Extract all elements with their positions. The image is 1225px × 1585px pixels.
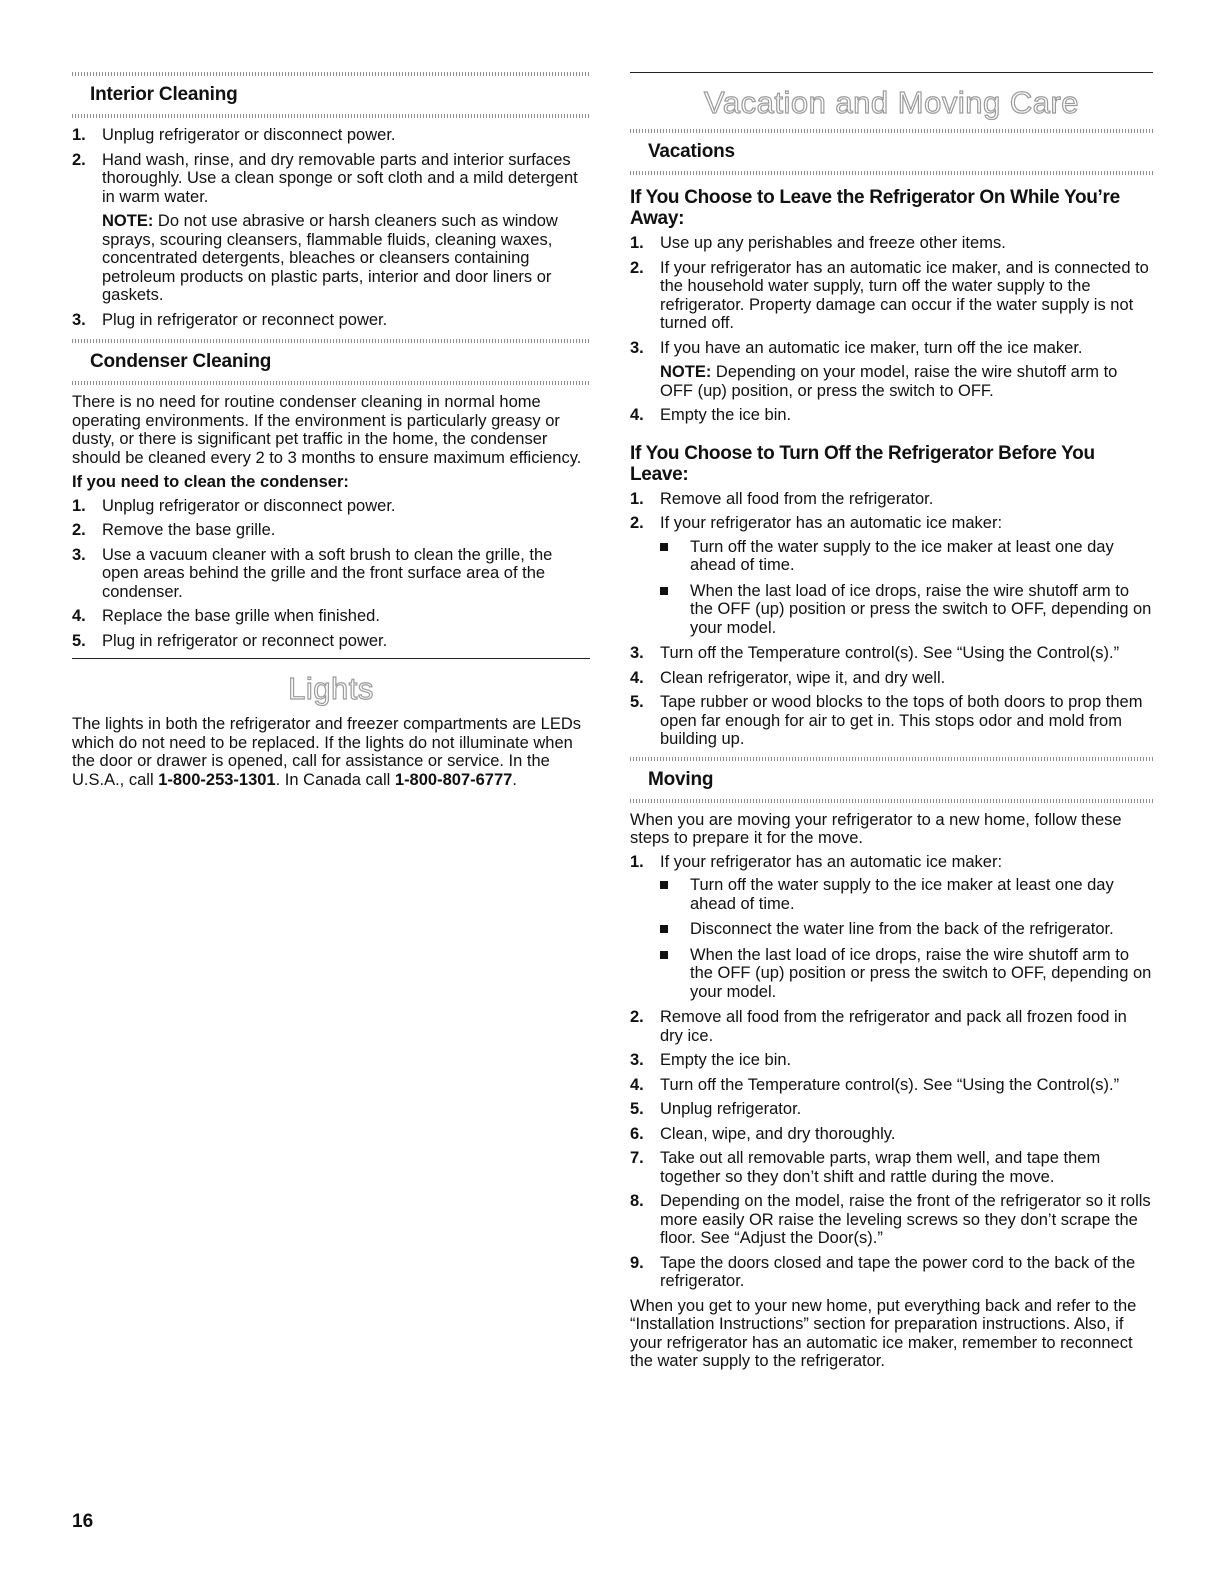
vacation-moving-title: Vacation and Moving Care [703, 85, 1080, 120]
moving-steps [630, 853, 1153, 1291]
turn-off-heading: If You Choose to Turn Off the Refrigerator Before You Leave: [630, 442, 1095, 485]
list-item: 1. If your refrigerator has an automatic ice maker: Turn off the water supply to the ice maker at least one day ahead of time. Disconnect the water line from the back of the refrigerator. When the last load of ice drops, raise the wire shutoff arm to the OFF (up) position or press the switch to OFF, depending on your model. [630, 852, 1152, 1001]
interior-note: NOTE: Do not use abrasive or harsh cleaners such as window sprays, scouring cleansers, flammable fluids, cleaning waxes, concentrated detergents, bleaches or cleansers containing petroleum products on plastic parts, interior and door liners or gaskets. [102, 212, 558, 304]
list-item: 7. Take out all removable parts, wrap them well, and tape them together so they don’t shift and rattle during the move. [630, 1149, 1101, 1186]
interior-cleaning-steps [72, 126, 590, 329]
bullet-item: Turn off the water supply to the ice maker at least one day ahead of time. [660, 538, 1153, 575]
list-item: 3. If you have an automatic ice maker, turn off the ice maker. NOTE: Depending on your model, raise the wire shutoff arm to OFF (up) position, or press the switch to OFF. [630, 339, 1153, 401]
list-item: 2. Remove all food from the refrigerator and pack all frozen food in dry ice. [630, 1008, 1127, 1045]
moving-heading: Moving [630, 757, 1153, 803]
list-item: 1. Remove all food from the refrigerator. [630, 489, 934, 508]
moving-bullets [660, 876, 1153, 1001]
leave-on-heading: If You Choose to Leave the Refrigerator On While You’re Away: [630, 187, 1120, 229]
list-item: 2. If your refrigerator has an automatic ice maker, and is connected to the household water supply, turn off the water supply to the refrigerator. Property damage can occur if the water supply is not turned off. [630, 258, 1149, 332]
bullet-item: When the last load of ice drops, raise the wire shutoff arm to the OFF (up) position or press the switch to OFF, depending on your model. [660, 582, 1153, 638]
right-column [630, 72, 1153, 1371]
lights-title: Lights [288, 671, 374, 706]
list-item: 3. Plug in refrigerator or reconnect power. [72, 310, 388, 329]
list-item: 6. Clean, wipe, and dry thoroughly. [630, 1124, 896, 1143]
moving-intro: When you are moving your refrigerator to a new home, follow these steps to prepare it for the move. [630, 810, 1122, 847]
turn-off-bullets [660, 538, 1153, 638]
left-column [72, 72, 590, 789]
lights-text: The lights in both the refrigerator and freezer compartments are LEDs which do not need to be replaced. If the lights do not illuminate when the door or drawer is opened, call for assistance or service. In the U.S.A., call 1-800-253-1301. In Canada call 1-800-807-6777. [72, 715, 581, 789]
list-item: 1. Unplug refrigerator or disconnect power. [72, 496, 396, 515]
bullet-item: Turn off the water supply to the ice maker at least one day ahead of time. [660, 876, 1153, 913]
condenser-subhead: If you need to clean the condenser: [72, 473, 349, 491]
list-item: 5. Unplug refrigerator. [630, 1100, 802, 1118]
leave-on-note: NOTE: Depending on your model, raise the wire shutoff arm to OFF (up) position, or press the switch to OFF. [660, 363, 1118, 400]
list-item: 5. Plug in refrigerator or reconnect power. [72, 631, 388, 650]
condenser-intro: There is no need for routine condenser cleaning in normal home operating environments. If the environment is particularly greasy or dusty, or there is significant pet traffic in the home, the condenser should be cleaned every 2 to 3 months to ensure maximum efficiency. [72, 393, 582, 467]
list-item: 2. Remove the base grille. [72, 521, 276, 539]
condenser-cleaning-heading: Condenser Cleaning [72, 339, 590, 385]
list-item: 4. Empty the ice bin. [630, 406, 792, 424]
list-item: 4. Replace the base grille when finished. [72, 607, 380, 625]
list-item: 4. Turn off the Temperature control(s). See “Using the Control(s).” [630, 1075, 1120, 1094]
list-item: 3. Turn off the Temperature control(s). See “Using the Control(s).” [630, 644, 1120, 662]
bullet-item: Disconnect the water line from the back of the refrigerator. [660, 920, 1153, 939]
list-item: 2. If your refrigerator has an automatic ice maker: Turn off the water supply to the ice maker at least one day ahead of time. When the last load of ice drops, raise the wire shutoff arm to the OFF (up) position or press the switch to OFF, depending on your model. [630, 514, 1152, 637]
list-item: 9. Tape the doors closed and tape the power cord to the back of the refrigerator. [630, 1253, 1136, 1290]
us-phone-number: 1-800-253-1301 [158, 770, 276, 789]
list-item: 8. Depending on the model, raise the front of the refrigerator so it rolls more easily OR raise the leveling screws so they don’t scrape the floor. See “Adjust the Door(s).” [630, 1192, 1151, 1247]
moving-outro: When you get to your new home, put everything back and refer to the “Installation Instructions” section for preparation instructions. Also, if your refrigerator has an automatic ice maker, remember to reconnect the water supply to the refrigerator. [630, 1296, 1137, 1370]
list-item: 3. Use a vacuum cleaner with a soft brush to clean the grille, the open areas behind the grille and the front surface area of the condenser. [72, 545, 553, 601]
list-item: 4. Clean refrigerator, wipe it, and dry well. [630, 668, 946, 687]
interior-cleaning-heading: Interior Cleaning [72, 72, 590, 118]
list-item: 1. Use up any perishables and freeze other items. [630, 234, 1006, 252]
list-item: 5. Tape rubber or wood blocks to the tops of both doors to prop them open far enough for air to get in. This stops odor and mold from building up. [630, 693, 1143, 748]
list-item: 2. Hand wash, rinse, and dry removable parts and interior surfaces thoroughly. Use a clean sponge or soft cloth and a mild detergent in warm water. NOTE: Do not use abrasive or harsh cleaners such as window sprays, scouring cleansers, flammable fluids, cleaning waxes, concentrated detergents, bleaches or cleansers containing petroleum products on plastic parts, interior and door liners or gaskets. [72, 151, 590, 305]
turn-off-steps [630, 490, 1153, 749]
bullet-item: When the last load of ice drops, raise the wire shutoff arm to the OFF (up) position or press the switch to OFF, depending on your model. [660, 946, 1153, 1002]
condenser-steps [72, 497, 590, 651]
list-item: 3. Empty the ice bin. [630, 1051, 792, 1069]
leave-on-steps [630, 234, 1153, 425]
page-number: 16 [72, 1511, 94, 1532]
vacations-heading: Vacations [630, 129, 1153, 175]
canada-phone-number: 1-800-807-6777 [394, 770, 513, 789]
list-item: 1. Unplug refrigerator or disconnect power. [72, 126, 396, 144]
